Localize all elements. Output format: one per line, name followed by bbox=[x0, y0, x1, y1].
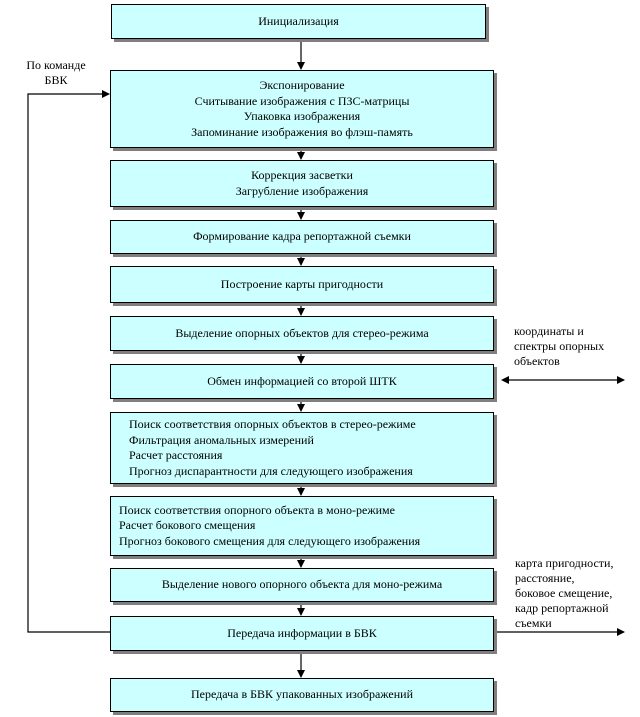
step-stereo-selection: Выделение опорных объектов для стерео-режима bbox=[110, 316, 494, 351]
note-command: По команде БВК bbox=[26, 58, 86, 87]
note-coordinates: координаты и спектры опорных объектов bbox=[514, 324, 605, 368]
step-report-frame: Формирование кадра репортажной съемки bbox=[110, 220, 494, 254]
step-stereo-matching: Поиск соответствия опорных объектов в стерео-режиме Фильтрация аномальных измерений Расчет расстояния Прогноз диспарантности для следующего изображения bbox=[110, 412, 494, 484]
step-mono-matching: Поиск соответствия опорного объекта в моно-режиме Расчет бокового смещения Прогноз бокового смещения для следующего изображения bbox=[110, 496, 494, 556]
step-correction: Коррекция засветки Загрубление изображения bbox=[110, 160, 494, 207]
step-packed-transfer: Передача в БВК упакованных изображений bbox=[110, 678, 494, 712]
step-suitability-map: Построение карты пригодности bbox=[110, 266, 494, 303]
loop-back-arrow bbox=[28, 94, 110, 632]
note-output: карта пригодности, расстояние, боковое смещение, кадр репортажной съемки bbox=[515, 556, 614, 630]
step-mono-selection: Выделение нового опорного объекта для моно-режима bbox=[110, 568, 494, 602]
step-info-transfer: Передача информации в БВК bbox=[110, 616, 494, 651]
step-initialization: Инициализация bbox=[111, 4, 486, 39]
step-info-exchange: Обмен информацией со второй ШТК bbox=[110, 364, 494, 399]
step-exposure: Экспонирование Считывание изображения с ПЗС-матрицы Упаковка изображения Запоминание изображения во флэш-память bbox=[110, 70, 494, 148]
